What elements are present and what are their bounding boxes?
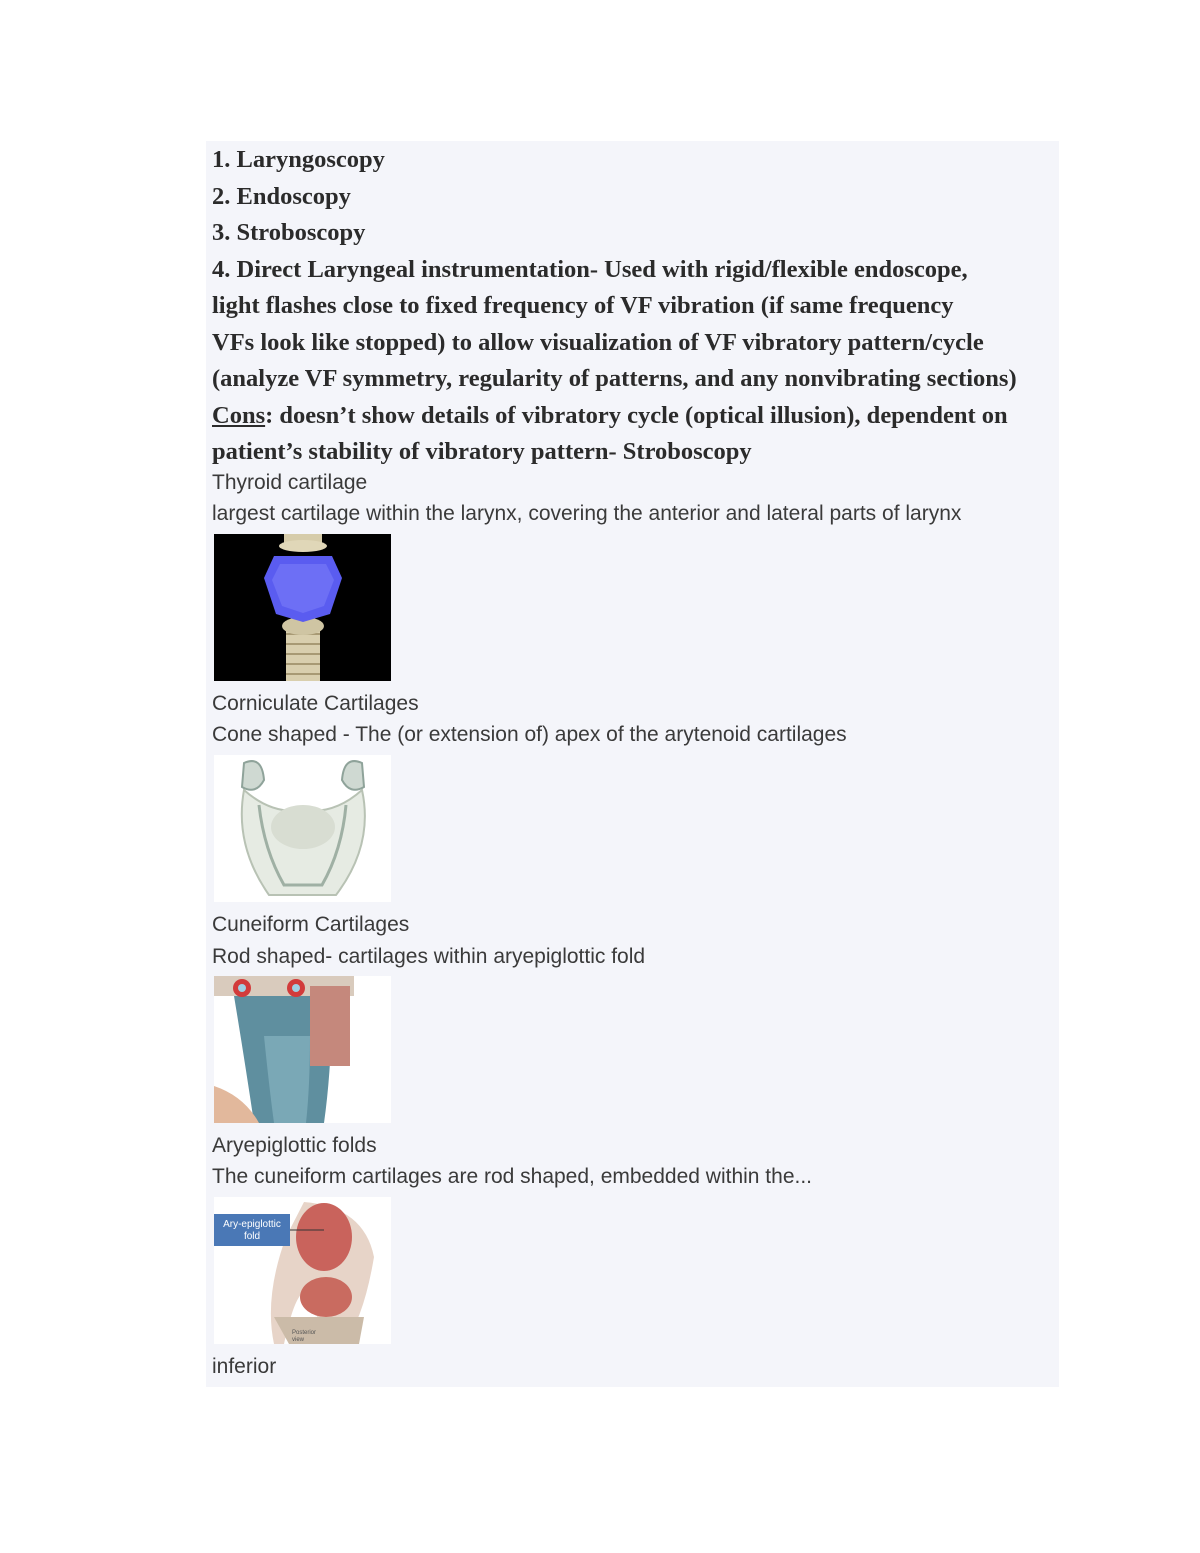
list-item-direct-laryngeal-line4: (analyze VF symmetry, regularity of patterns, and any nonvibrating sections) bbox=[212, 365, 1017, 392]
image-caption-line1: Posterior bbox=[292, 1330, 317, 1336]
list-item-laryngoscopy: 1. Laryngoscopy bbox=[212, 146, 385, 173]
thyroid-cartilage-image bbox=[214, 534, 391, 681]
cuneiform-cartilage-image bbox=[214, 976, 391, 1123]
card-term-inferior: inferior bbox=[212, 1355, 277, 1378]
list-item-direct-laryngeal-line2: light flashes close to fixed frequency of VF vibration (if same frequency bbox=[212, 292, 954, 319]
cons-text: : doesn’t show details of vibratory cycle (optical illusion), dependent on bbox=[265, 401, 1008, 429]
card-term-thyroid: Thyroid cartilage bbox=[212, 471, 368, 494]
list-item-direct-laryngeal-line1: 4. Direct Laryngeal instrumentation- Used with rigid/flexible endoscope, bbox=[212, 255, 968, 283]
card-definition-corniculate: Cone shaped - The (or extension of) apex of the arytenoid cartilages bbox=[212, 723, 847, 746]
list-item-direct-laryngeal-line3: VFs look like stopped) to allow visualization of VF vibratory pattern/cycle bbox=[212, 328, 984, 356]
card-definition-thyroid: largest cartilage within the larynx, covering the anterior and lateral parts of larynx bbox=[212, 502, 962, 525]
card-term-aryepiglottic: Aryepiglottic folds bbox=[212, 1134, 377, 1157]
corniculate-cartilage-image bbox=[214, 755, 391, 902]
list-item-stroboscopy: 3. Stroboscopy bbox=[212, 219, 366, 246]
card-term-cuneiform: Cuneiform Cartilages bbox=[212, 913, 410, 936]
aryepiglottic-fold-image bbox=[214, 1197, 391, 1344]
card-definition-cuneiform: Rod shaped- cartilages within aryepiglottic fold bbox=[212, 945, 646, 968]
cons-line1 bbox=[212, 398, 1062, 435]
cons-label: Cons bbox=[212, 401, 266, 429]
list-item-endoscopy: 2. Endoscopy bbox=[212, 182, 351, 210]
aryepiglottic-label-line2: fold bbox=[243, 1231, 261, 1242]
cons-line2: patient’s stability of vibratory pattern- Stroboscopy bbox=[212, 438, 752, 465]
aryepiglottic-label-line1: Ary-epiglottic bbox=[223, 1219, 281, 1230]
procedure-list bbox=[212, 142, 1062, 471]
card-term-corniculate: Corniculate Cartilages bbox=[212, 692, 419, 715]
card-definition-aryepiglottic: The cuneiform cartilages are rod shaped, embedded within the... bbox=[212, 1165, 813, 1188]
image-caption-line2: view bbox=[292, 1337, 305, 1343]
